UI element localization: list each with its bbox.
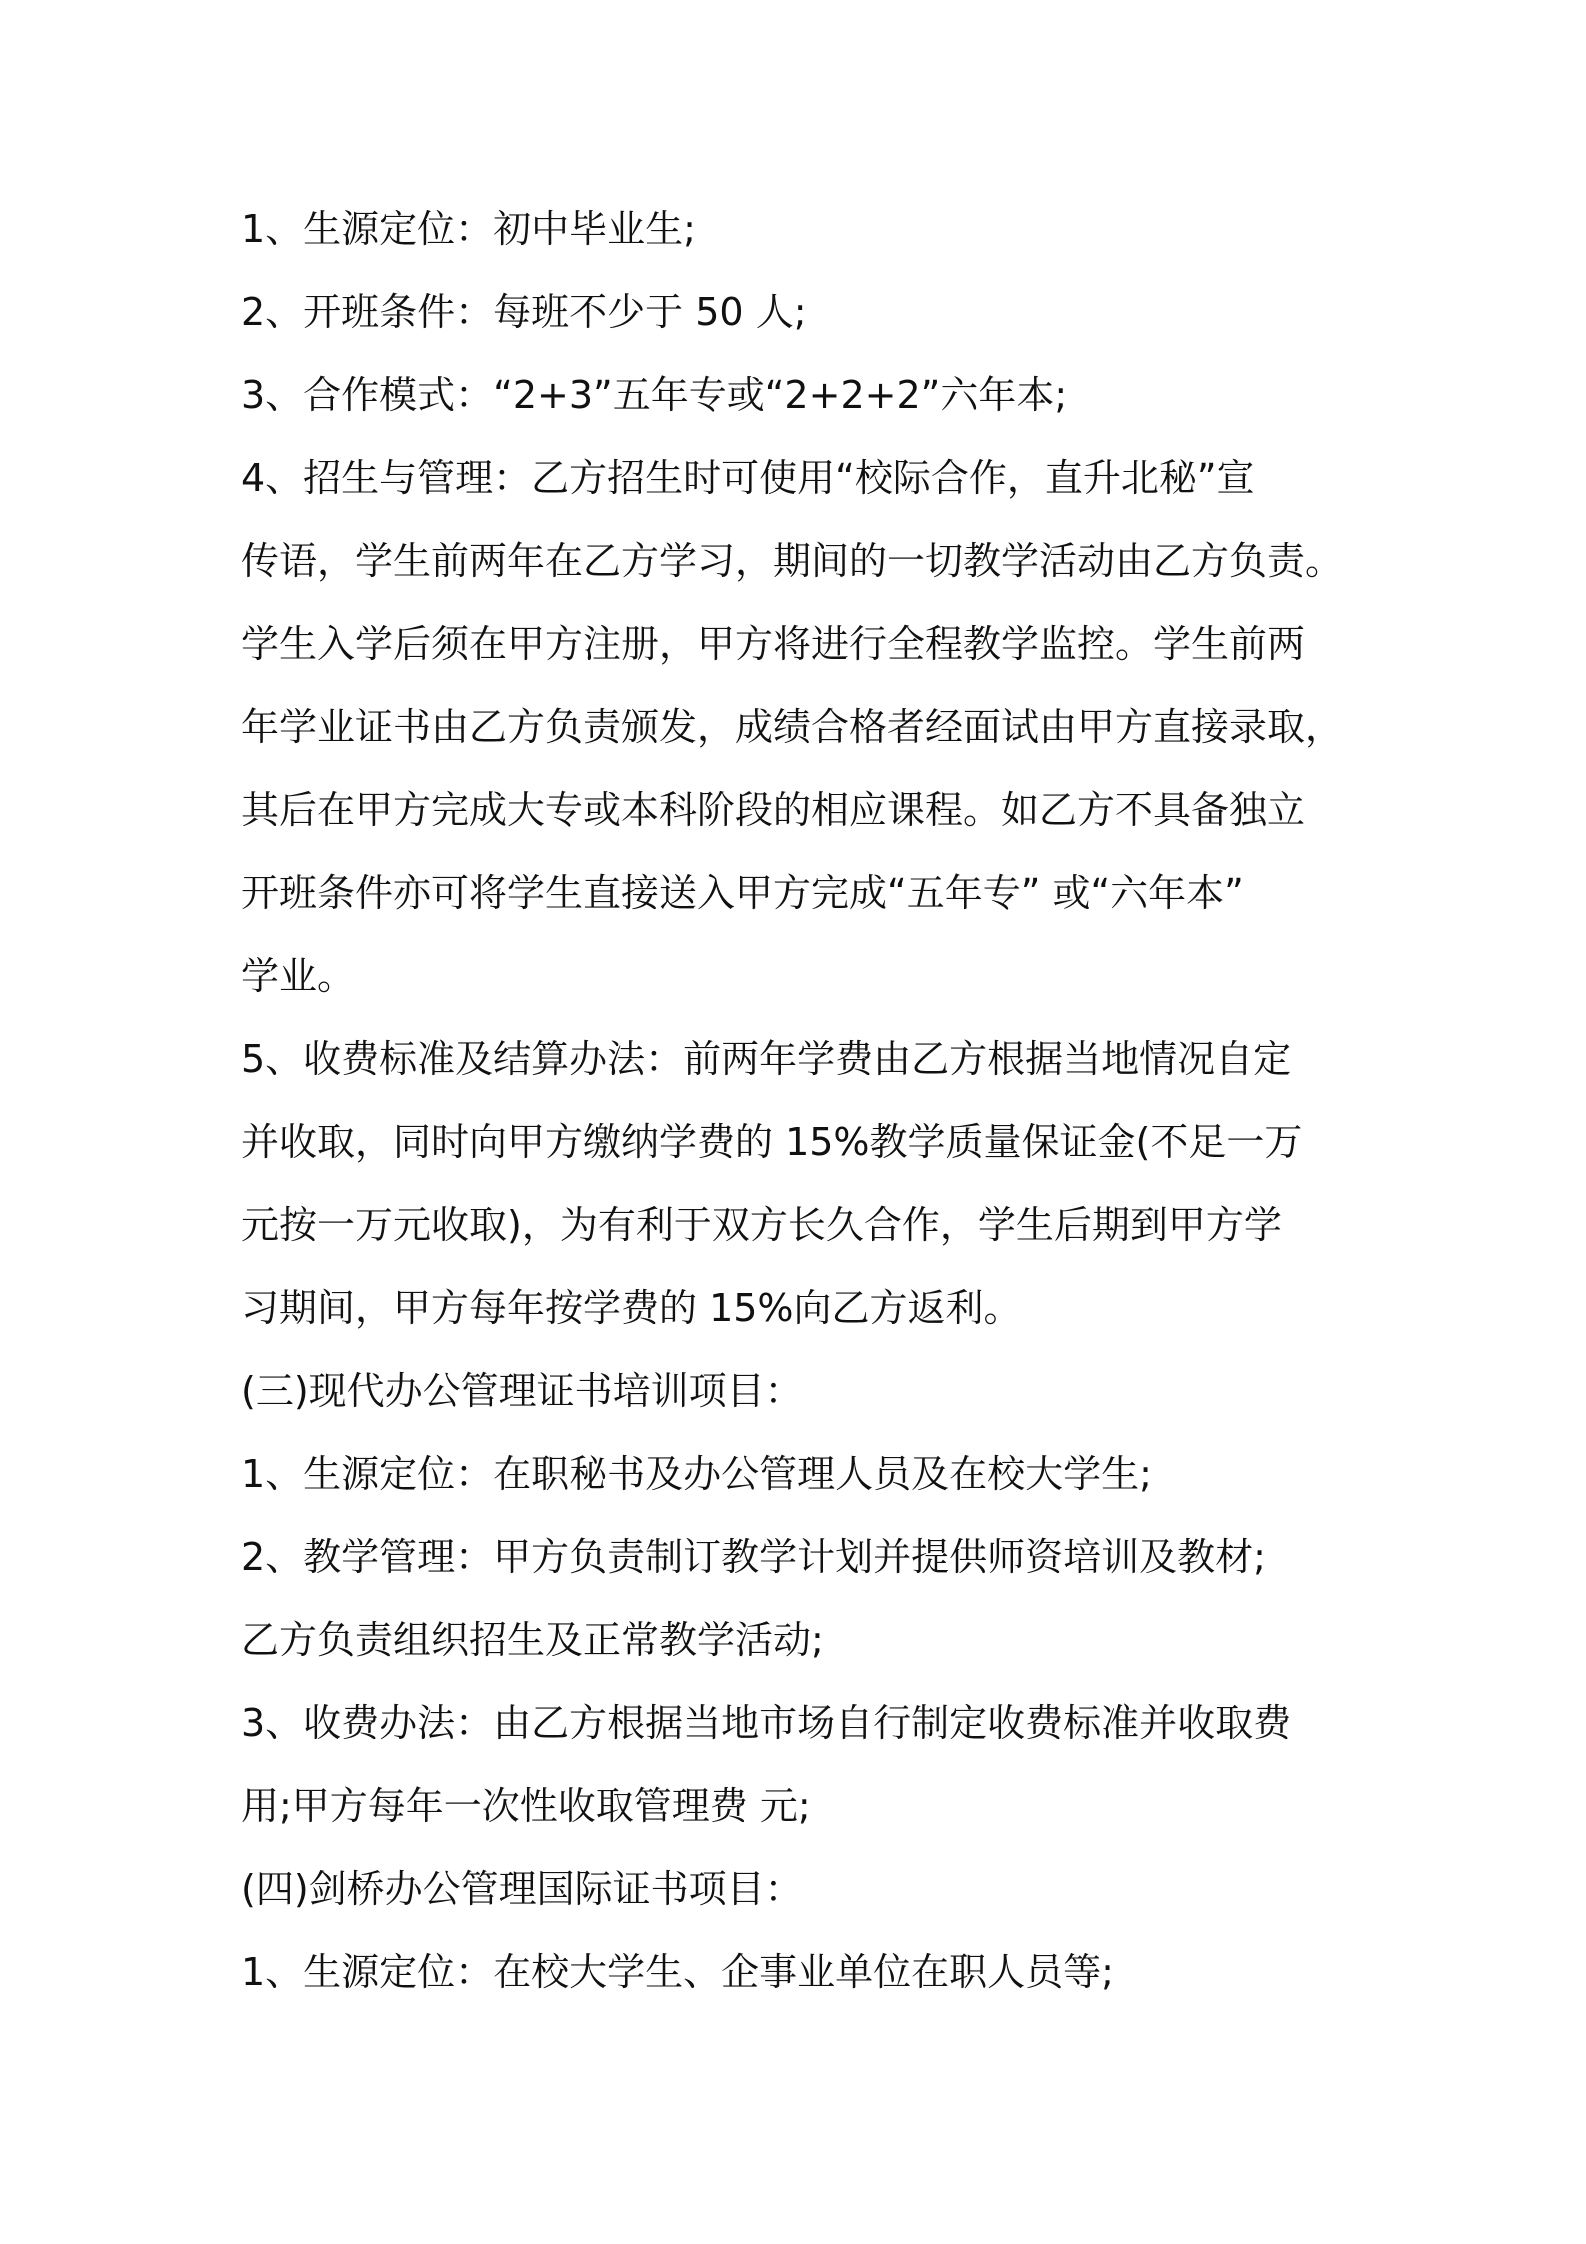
text-line-16: 1、生源定位：在职秘书及办公管理人员及在校大学生; (241, 1452, 1152, 1496)
text-line-6: 学生入学后须在甲方注册，甲方将进行全程教学监控。学生前两 (241, 622, 1306, 666)
text-line-2: 2、开班条件：每班不少于 50 人; (241, 290, 807, 334)
text-line-7: 年学业证书由乙方负责颁发，成绩合格者经面试由甲方直接录取， (241, 705, 1344, 749)
text-line-19: 3、收费办法：由乙方根据当地市场自行制定收费标准并收取费 (241, 1701, 1292, 1745)
text-line-18: 乙方负责组织招生及正常教学活动; (241, 1618, 824, 1662)
document-page (241, 188, 1356, 2014)
text-line-5: 传语，学生前两年在乙方学习，期间的一切教学活动由乙方负责。 (241, 539, 1344, 583)
text-line-20: 用;甲方每年一次性收取管理费 元; (241, 1784, 811, 1828)
text-line-8: 其后在甲方完成大专或本科阶段的相应课程。如乙方不具备独立 (241, 788, 1306, 832)
text-line-22: 1、生源定位：在校大学生、企事业单位在职人员等; (241, 1950, 1114, 1994)
text-line-10: 学业。 (241, 954, 356, 998)
text-line-17: 2、教学管理：甲方负责制订教学计划并提供师资培训及教材; (241, 1535, 1266, 1579)
text-line-15: (三)现代办公管理证书培训项目： (241, 1369, 803, 1413)
text-line-21: (四)剑桥办公管理国际证书项目： (241, 1867, 803, 1911)
text-line-13: 元按一万元收取)，为有利于双方长久合作，学生后期到甲方学 (241, 1203, 1282, 1247)
text-line-12: 并收取，同时向甲方缴纳学费的 15%教学质量保证金(不足一万 (241, 1120, 1303, 1164)
text-line-11: 5、收费标准及结算办法：前两年学费由乙方根据当地情况自定 (241, 1037, 1292, 1081)
text-line-4: 4、招生与管理：乙方招生时可使用“校际合作，直升北秘”宣 (241, 456, 1255, 500)
text-line-9: 开班条件亦可将学生直接送入甲方完成“五年专” 或“六年本” (241, 871, 1244, 915)
text-line-3: 3、合作模式：“2+3”五年专或“2+2+2”六年本; (241, 373, 1068, 417)
text-line-14: 习期间，甲方每年按学费的 15%向乙方返利。 (241, 1286, 1022, 1330)
text-line-1: 1、生源定位：初中毕业生; (241, 207, 696, 251)
